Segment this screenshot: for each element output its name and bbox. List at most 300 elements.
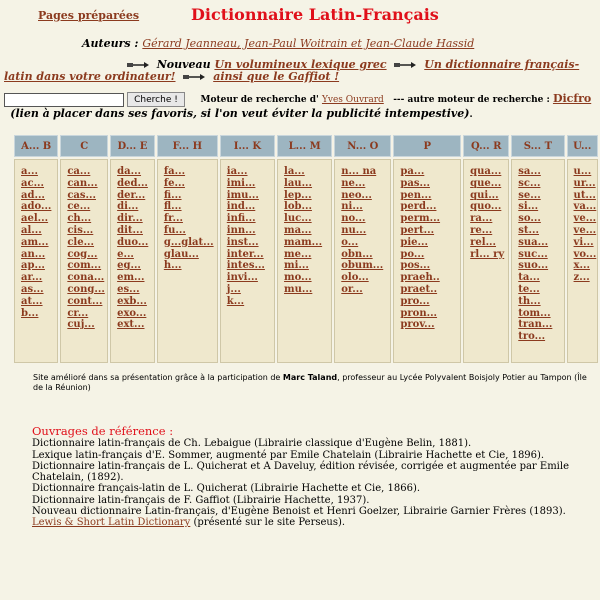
letter-list-item [518, 331, 563, 343]
letter-range-link[interactable]: eg... [117, 260, 141, 272]
letter-range-link[interactable]: imi... [226, 177, 256, 189]
letter-list-item [284, 201, 331, 213]
references-list [32, 438, 597, 517]
letter-list-item [164, 260, 217, 272]
letter-list-item [117, 190, 154, 202]
letter-list-item [574, 213, 597, 225]
authors-label: Auteurs : [82, 37, 139, 50]
letter-range-link[interactable]: cr... [67, 307, 89, 319]
letter-range-link[interactable]: ca... [67, 166, 91, 177]
authors-link[interactable]: Gérard Jeanneau, Jean-Paul Woitrain et Jean-Claude Hassid [142, 37, 475, 50]
letter-list-item [284, 272, 331, 284]
letter-range-link[interactable]: lau... [284, 177, 313, 189]
letter-header: N... O [334, 135, 391, 157]
letter-range-link[interactable]: ado... [21, 201, 52, 213]
page-title: Dictionnaire Latin-Français [191, 5, 439, 24]
letter-column [157, 159, 218, 363]
letter-range-link[interactable]: cis... [67, 224, 94, 236]
letter-range-link[interactable]: ch... [67, 213, 92, 225]
letter-list-item [21, 213, 57, 225]
search-row [4, 92, 596, 122]
letter-list-item [400, 272, 460, 284]
letter-list-item [21, 249, 57, 261]
letter-range-link[interactable]: e... [117, 248, 134, 260]
letter-range-link[interactable]: o... [341, 236, 359, 248]
letter-list-item [518, 213, 563, 225]
letter-range-link[interactable]: fi... [163, 189, 182, 201]
letter-list-item [574, 190, 597, 202]
letter-range-link[interactable]: j... [226, 283, 241, 295]
letter-header-row [14, 135, 598, 157]
pointing-hand-icon [126, 61, 150, 69]
letter-range-link[interactable]: va... [573, 201, 597, 213]
letter-column [277, 159, 332, 363]
letter-list-item [117, 249, 154, 261]
letter-list-item [518, 296, 563, 308]
search-button[interactable]: Cherche ! [127, 92, 185, 107]
letter-list-item [117, 201, 154, 213]
letter-list-item [341, 284, 390, 296]
letter-range-link[interactable]: invi... [226, 272, 258, 284]
letter-range-link[interactable]: th... [518, 295, 541, 307]
letter-range-link[interactable]: praet.. [400, 283, 438, 295]
search-input[interactable] [4, 93, 124, 107]
letter-range-link[interactable]: no... [341, 213, 366, 225]
letter-list-item [518, 178, 563, 190]
letter-list-item [470, 190, 508, 202]
letter-range-link[interactable]: ia... [226, 166, 248, 177]
letter-range-link[interactable]: obn... [341, 248, 373, 260]
letter-column [60, 159, 108, 363]
letter-list-item [518, 308, 563, 320]
letter-range-link[interactable]: re... [470, 224, 493, 236]
letter-list-item [470, 213, 508, 225]
letter-range-link[interactable]: fa... [163, 166, 186, 177]
letter-range-link[interactable]: mi... [284, 260, 309, 272]
credit-text-after: , professeur au Lycée Polyvalent Boisjoly Potier au Tampon (Île de la Réunion) [33, 373, 587, 392]
letter-range-link[interactable]: fl... [163, 201, 182, 213]
letter-range-link[interactable]: cont... [67, 295, 103, 307]
letter-range-link[interactable]: vi... [573, 236, 594, 248]
letter-range-link[interactable]: ne... [341, 177, 366, 189]
letter-range-link[interactable]: b... [21, 307, 39, 319]
reference-item: Dictionnaire latin-français de F. Gaffiot (Librairie Hachette, 1937). [32, 494, 370, 506]
letter-range-link[interactable]: ce... [67, 201, 91, 213]
letter-list-item [67, 260, 107, 272]
letter-range-link[interactable]: em... [117, 272, 145, 284]
letter-range-link[interactable]: cona... [67, 272, 105, 284]
letter-range-link[interactable]: ar... [21, 272, 43, 284]
letter-range-link[interactable]: ve... [573, 224, 597, 236]
letter-range-link[interactable]: ut... [573, 189, 596, 201]
letter-list-item [400, 190, 460, 202]
letter-header: L... M [277, 135, 332, 157]
letter-range-link[interactable]: inn... [226, 224, 256, 236]
letter-list-item [400, 166, 460, 178]
letter-range-link[interactable]: cong... [67, 283, 105, 295]
nouveau-label: Nouveau [156, 58, 211, 71]
credit-name: Marc Taland [282, 373, 338, 382]
letter-column [511, 159, 564, 363]
letter-list-item [341, 213, 390, 225]
letter-range-link[interactable]: tro... [518, 331, 546, 343]
letter-range-link[interactable]: pie... [400, 236, 428, 248]
letter-list-item [470, 201, 508, 213]
dicfro-link[interactable]: Dicfro [552, 92, 592, 105]
letter-range-link[interactable]: cuj... [67, 319, 95, 331]
letter-list-item [284, 190, 331, 202]
letter-header: P [393, 135, 461, 157]
letter-range-link[interactable]: cog... [67, 248, 98, 260]
letter-range-link[interactable]: qua... [470, 166, 502, 177]
letter-range-link[interactable]: as... [21, 283, 44, 295]
letter-range-link[interactable]: si... [518, 201, 539, 213]
letter-range-link[interactable]: can... [67, 177, 98, 189]
letter-list-item [574, 272, 597, 284]
letter-list-item [67, 308, 107, 320]
yves-ouvrard-link[interactable]: Yves Ouvrard [321, 95, 384, 105]
letter-range-link[interactable]: mo... [284, 272, 312, 284]
letter-range-link[interactable]: sua... [518, 236, 549, 248]
pages-preparees-link[interactable]: Pages préparées [38, 9, 140, 22]
letter-range-link[interactable]: me... [284, 248, 312, 260]
engine-label: Moteur de recherche d' [200, 95, 319, 105]
letter-list-item [341, 272, 390, 284]
reference-item: Dictionnaire français-latin de L. Quicherat (Librairie Hachette et Cie, 1866). [32, 483, 421, 495]
letter-header: S... T [511, 135, 564, 157]
letter-list-item [284, 166, 331, 178]
favorites-note: placer dans ses favoris, si l'on veut éviter la publicité intempestive) [52, 107, 470, 120]
letter-list-item [518, 260, 563, 272]
letter-range-link[interactable]: suc... [518, 248, 548, 260]
letter-list-item [67, 249, 107, 261]
letter-range-link[interactable]: perm... [400, 213, 441, 225]
letter-range-link[interactable]: der... [117, 189, 146, 201]
letter-list-item [117, 319, 154, 331]
letter-range-link[interactable]: es... [117, 283, 140, 295]
letter-list-item [117, 260, 154, 272]
letter-range-link[interactable]: ma... [284, 224, 312, 236]
letter-range-link[interactable]: sc... [518, 177, 541, 189]
letter-range-link[interactable]: ap... [21, 260, 45, 272]
letter-column [110, 159, 155, 363]
letter-column [393, 159, 461, 363]
letter-range-link[interactable]: mam... [284, 236, 323, 248]
letter-range-link[interactable]: pas... [400, 177, 430, 189]
letter-list-item [164, 190, 217, 202]
letter-list-item [164, 225, 217, 237]
letter-range-link[interactable]: luc... [284, 213, 312, 225]
letter-list-item [518, 201, 563, 213]
letter-list-item [400, 284, 460, 296]
letter-range-link[interactable]: at... [21, 295, 43, 307]
letter-list-item [284, 237, 331, 249]
letter-range-link[interactable]: u... [573, 166, 592, 177]
letter-list-item [21, 284, 57, 296]
letter-list-item [227, 213, 274, 225]
letter-range-link[interactable]: neo... [341, 189, 372, 201]
letter-range-link[interactable]: sa... [518, 166, 541, 177]
letter-range-link[interactable]: inter... [226, 248, 264, 260]
letter-range-link[interactable]: cas... [67, 189, 96, 201]
letter-list-item [164, 166, 217, 178]
letter-list-item [21, 190, 57, 202]
letter-list-item [21, 201, 57, 213]
letter-list-item [227, 296, 274, 308]
letter-range-link[interactable]: h... [163, 260, 182, 272]
letter-range-link[interactable]: n... na [341, 166, 377, 177]
letter-range-link[interactable]: perd... [400, 201, 437, 213]
letter-range-link[interactable]: po... [400, 248, 425, 260]
letter-list-item [518, 190, 563, 202]
credit-text-before: Site amélioré dans sa présentation grâce à la participation de [33, 373, 281, 382]
letter-range-link[interactable]: ur... [573, 177, 596, 189]
favorites-note-start: (lien à [10, 107, 50, 120]
letter-list-item [470, 166, 508, 178]
letter-list-item [284, 225, 331, 237]
letter-range-link[interactable]: am... [21, 236, 49, 248]
letter-list-item [227, 260, 274, 272]
letter-range-link[interactable]: praeh.. [400, 272, 440, 284]
letter-range-link[interactable]: an... [21, 248, 46, 260]
letter-list-item [400, 249, 460, 261]
letter-column [14, 159, 58, 363]
letter-range-link[interactable]: com... [67, 260, 102, 272]
letter-range-link[interactable]: pro... [400, 295, 430, 307]
letter-list-item [518, 166, 563, 178]
letter-range-link[interactable]: pa... [400, 166, 425, 177]
letter-range-link[interactable]: st... [518, 224, 539, 236]
letter-range-link[interactable]: pert... [400, 224, 435, 236]
letter-range-link[interactable]: lep... [284, 189, 312, 201]
letter-header: D... E [110, 135, 155, 157]
letter-range-link[interactable]: ext... [117, 319, 145, 331]
letter-range-link[interactable]: so... [518, 213, 541, 225]
favorites-note-dot: . [469, 110, 473, 120]
letter-range-link[interactable]: z... [573, 272, 590, 284]
letter-range-link[interactable]: cle... [67, 236, 95, 248]
reference-item: Lexique latin-français d'E. Sommer, augmenté par Emile Chatelain (Librairie Hachette et Cie, 1896). [32, 449, 545, 461]
letter-list-item [21, 296, 57, 308]
letter-range-link[interactable]: glau... [163, 248, 199, 260]
letter-range-link[interactable]: mu... [284, 283, 313, 295]
lewis-short-suffix: (présenté sur le site Perseus). [193, 517, 346, 529]
letter-range-link[interactable]: pen... [400, 189, 432, 201]
letter-list-item [117, 225, 154, 237]
letter-list-item [574, 260, 597, 272]
letter-list-item [67, 272, 107, 284]
letter-range-link[interactable]: fu... [163, 224, 186, 236]
reference-item: Dictionnaire latin-français de Ch. Lebaigue (Librairie classique d'Eugène Belin, 1881). [32, 438, 472, 450]
letter-index-table [12, 133, 600, 365]
letter-list-item [470, 249, 508, 261]
letter-range-link[interactable]: rel... [470, 236, 497, 248]
letter-list-item [574, 166, 597, 178]
letter-list-item [67, 284, 107, 296]
letter-range-link[interactable]: ad... [21, 189, 45, 201]
letter-range-link[interactable]: ac... [21, 177, 45, 189]
letter-list-item [227, 178, 274, 190]
letter-range-link[interactable]: se... [518, 189, 541, 201]
letter-list-item [21, 166, 57, 178]
letter-list-item [574, 237, 597, 249]
letter-list-item [117, 308, 154, 320]
letter-range-link[interactable]: quo... [470, 201, 502, 213]
gaffiot-link[interactable]: ainsi que le Gaffiot ! [213, 70, 340, 83]
letter-list-item [67, 296, 107, 308]
letter-range-link[interactable]: obum... [341, 260, 384, 272]
letter-list-item [227, 190, 274, 202]
letter-list-item [117, 166, 154, 178]
letter-list-item [117, 272, 154, 284]
letter-range-link[interactable]: a... [21, 166, 38, 177]
letter-header: I... K [220, 135, 275, 157]
letter-list-item [470, 225, 508, 237]
letter-range-link[interactable]: da... [117, 166, 142, 177]
letter-list-item [341, 249, 390, 261]
letter-list-item [227, 201, 274, 213]
letter-range-link[interactable]: exb... [117, 295, 147, 307]
letter-range-link[interactable]: ded... [117, 177, 148, 189]
letter-column [463, 159, 509, 363]
letter-range-link[interactable]: ind... [226, 201, 256, 213]
letter-items-row [14, 159, 598, 363]
letter-list-item [341, 237, 390, 249]
letter-header: U... [567, 135, 598, 157]
letter-list-item [21, 178, 57, 190]
letter-list-item [400, 319, 460, 331]
letter-header: F... H [157, 135, 218, 157]
letter-list-item [21, 308, 57, 320]
letter-list-item [574, 201, 597, 213]
letter-list-item [400, 178, 460, 190]
letter-list-item [164, 213, 217, 225]
letter-range-link[interactable]: rl... ry [470, 248, 505, 260]
letter-list-item [284, 284, 331, 296]
letter-list-item [341, 260, 390, 272]
letter-range-link[interactable]: imu... [226, 189, 259, 201]
letter-list-item [117, 237, 154, 249]
letter-list-item [341, 201, 390, 213]
letter-range-link[interactable]: duo... [117, 236, 149, 248]
letter-range-link[interactable]: dir... [117, 213, 143, 225]
letter-list-item [67, 213, 107, 225]
letter-column [567, 159, 598, 363]
letter-range-link[interactable]: al... [21, 224, 42, 236]
letter-list-item [400, 237, 460, 249]
letter-list-item [400, 201, 460, 213]
letter-list-item [518, 284, 563, 296]
letter-list-item [117, 178, 154, 190]
lewis-short-line [32, 517, 597, 528]
letter-range-link[interactable]: inst... [226, 236, 259, 248]
pointing-hand-icon [182, 73, 206, 81]
letter-list-item [284, 249, 331, 261]
letter-list-item [227, 225, 274, 237]
letter-range-link[interactable]: fr... [163, 213, 183, 225]
letter-list-item [21, 272, 57, 284]
letter-range-link[interactable]: x... [573, 260, 590, 272]
letter-list-item [341, 225, 390, 237]
letter-range-link[interactable]: vo... [573, 248, 597, 260]
letter-list-item [227, 249, 274, 261]
letter-list-item [518, 237, 563, 249]
letter-list-item [117, 284, 154, 296]
letter-range-link[interactable]: pron... [400, 307, 438, 319]
letter-list-item [284, 260, 331, 272]
lewis-short-link[interactable]: Lewis & Short Latin Dictionary [32, 517, 191, 529]
other-engine-label: --- autre moteur de recherche : [393, 95, 550, 105]
letter-range-link[interactable]: ra... [470, 213, 493, 225]
letter-range-link[interactable]: k... [226, 295, 245, 307]
letter-range-link[interactable]: suo... [518, 260, 549, 272]
letter-list-item [67, 225, 107, 237]
letter-range-link[interactable]: exo... [117, 307, 147, 319]
letter-range-link[interactable]: tom... [518, 307, 551, 319]
letter-range-link[interactable]: nu... [341, 224, 367, 236]
letter-range-link[interactable]: ta... [518, 272, 540, 284]
letter-list-item [227, 272, 274, 284]
letter-range-link[interactable]: ael... [21, 213, 49, 225]
letter-list-item [164, 249, 217, 261]
letter-list-item [284, 178, 331, 190]
letter-range-link[interactable]: la... [284, 166, 305, 177]
reference-item: Dictionnaire latin-français de L. Quicherat et A Daveluy, édition révisée, corrigée et augmentée par Emile Chatelain, (1892). [32, 460, 569, 484]
letter-range-link[interactable]: infi... [226, 213, 256, 225]
letter-list-item [117, 213, 154, 225]
references-section [32, 426, 597, 529]
reference-item: Nouveau dictionnaire Latin-français, d'Eugène Benoist et Henri Goelzer, Librairie Garnier Frères (1893). [32, 506, 566, 518]
letter-list-item [67, 237, 107, 249]
letter-list-item [67, 190, 107, 202]
letter-list-item [574, 249, 597, 261]
letter-range-link[interactable]: dit... [117, 224, 143, 236]
letter-range-link[interactable]: or... [341, 283, 363, 295]
letter-list-item [400, 308, 460, 320]
letter-header: C [60, 135, 108, 157]
letter-list-item [341, 190, 390, 202]
dictionnaire-francais-latin-link[interactable]: Un dictionnaire français-latin dans votre ordinateur! [4, 58, 580, 83]
letter-range-link[interactable]: lob... [284, 201, 312, 213]
letter-header: A... B [14, 135, 58, 157]
letter-range-link[interactable]: fe... [163, 177, 185, 189]
letter-list-item [400, 260, 460, 272]
letter-column [334, 159, 391, 363]
letter-list-item [400, 225, 460, 237]
lexique-grec-link[interactable]: Un volumineux lexique grec [214, 58, 387, 71]
letter-list-item [164, 201, 217, 213]
letter-range-link[interactable]: g...glat... [163, 236, 214, 248]
letter-list-item [470, 178, 508, 190]
letter-range-link[interactable]: ni... [341, 201, 363, 213]
letter-list-item [21, 225, 57, 237]
letter-range-link[interactable]: intes... [226, 260, 265, 272]
letter-list-item [164, 237, 217, 249]
letter-range-link[interactable]: pos... [400, 260, 431, 272]
letter-range-link[interactable]: ve... [573, 213, 597, 225]
authors-line [82, 37, 474, 50]
letter-range-link[interactable]: di... [117, 201, 139, 213]
letter-range-link[interactable]: olo... [341, 272, 369, 284]
letter-range-link[interactable]: que... [470, 177, 502, 189]
letter-range-link[interactable]: te... [518, 283, 540, 295]
letter-range-link[interactable]: qui... [470, 189, 499, 201]
letter-list-item [67, 166, 107, 178]
letter-range-link[interactable]: tran... [518, 319, 553, 331]
news-banner [4, 59, 596, 83]
letter-range-link[interactable]: prov... [400, 319, 435, 331]
letter-list-item [284, 213, 331, 225]
